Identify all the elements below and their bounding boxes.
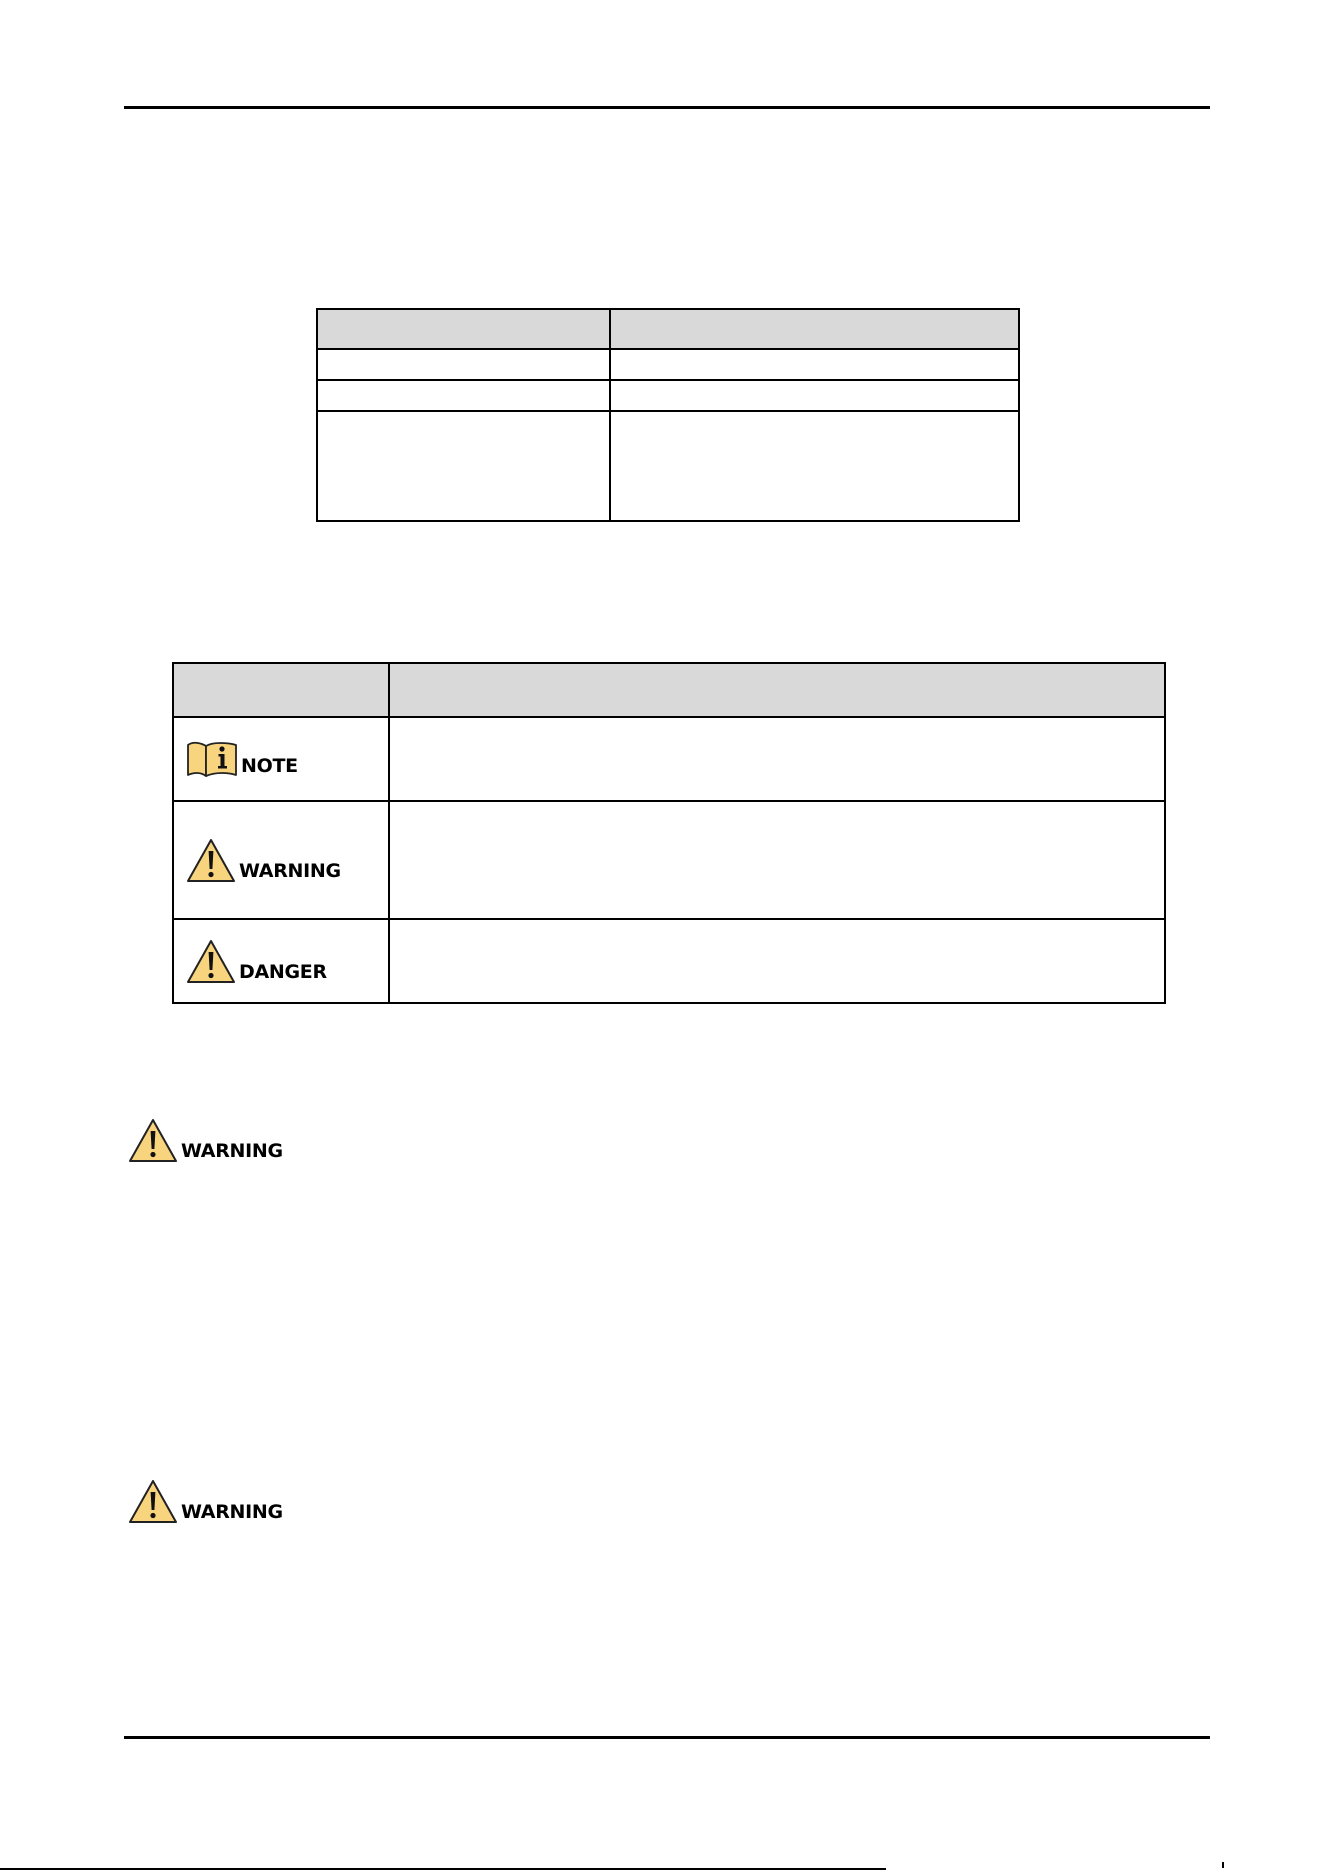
table-cell xyxy=(389,919,1165,1003)
table-header-cell xyxy=(610,309,1019,349)
note-icon xyxy=(186,740,238,778)
table-cell xyxy=(610,349,1019,380)
table-row xyxy=(173,801,1165,919)
table-row xyxy=(173,919,1165,1003)
table-cell xyxy=(610,411,1019,521)
warning-label: WARNING xyxy=(239,859,341,882)
symbols-table xyxy=(172,662,1166,1004)
symbol-cell xyxy=(173,801,389,919)
table-row xyxy=(317,380,1019,411)
table-header-row xyxy=(317,309,1019,349)
revisions-table xyxy=(316,308,1020,522)
note-label: NOTE xyxy=(241,755,298,777)
table-cell xyxy=(389,717,1165,801)
symbol-cell xyxy=(173,717,389,801)
page-edge-mark xyxy=(1222,1862,1224,1868)
table-cell xyxy=(610,380,1019,411)
table-header-cell xyxy=(389,663,1165,717)
table-row xyxy=(317,411,1019,521)
table-header-cell xyxy=(173,663,389,717)
warning-label: WARNING xyxy=(181,1140,283,1162)
table-cell xyxy=(317,380,610,411)
footer-rule xyxy=(124,1736,1210,1739)
table-cell xyxy=(317,349,610,380)
danger-label: DANGER xyxy=(239,960,327,983)
table-cell xyxy=(317,411,610,521)
page-bottom-edge xyxy=(0,1868,886,1870)
symbol-cell xyxy=(173,919,389,1003)
table-header-row xyxy=(173,663,1165,717)
warning-notice xyxy=(128,1479,283,1524)
warning-label: WARNING xyxy=(181,1501,283,1523)
table-row xyxy=(317,349,1019,380)
header-rule xyxy=(124,106,1210,109)
warning-icon xyxy=(186,838,236,883)
table-header-cell xyxy=(317,309,610,349)
table-row xyxy=(173,717,1165,801)
warning-notice xyxy=(128,1118,283,1163)
warning-icon xyxy=(128,1479,178,1524)
danger-icon xyxy=(186,939,236,984)
warning-icon xyxy=(128,1118,178,1163)
table-cell xyxy=(389,801,1165,919)
